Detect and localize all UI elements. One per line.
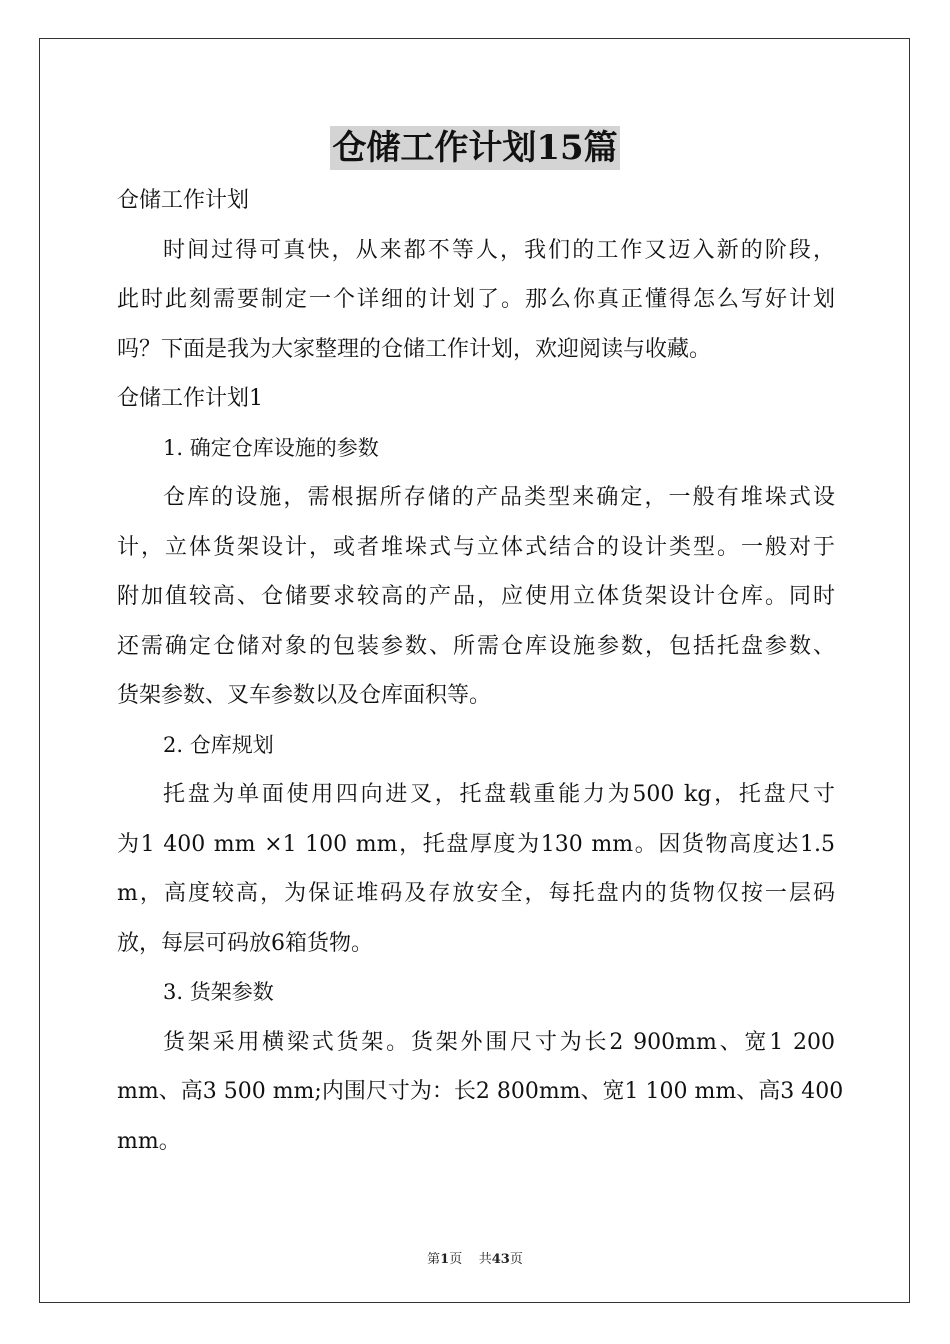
paragraph-line: 还需确定仓储对象的包装参数、所需仓库设施参数，包括托盘参数、 [117, 633, 835, 659]
section-heading: 仓储工作计划 [117, 188, 250, 213]
paragraph-line: mm。 [117, 1128, 181, 1154]
page-prefix: 第 [427, 1252, 441, 1267]
paragraph-line: 货架采用横梁式货架。货架外围尺寸为长2 900mm、宽1 200 [163, 1029, 835, 1055]
page-suffix: 页 [449, 1252, 463, 1267]
paragraph-line: 仓库的设施，需根据所存储的产品类型来确定，一般有堆垛式设 [163, 485, 835, 510]
paragraph-line: 托盘为单面使用四向进叉，托盘载重能力为500 kg，托盘尺寸 [163, 782, 835, 807]
document-body [117, 176, 844, 1166]
total-suffix: 页 [509, 1252, 523, 1267]
total-pages: 43 [491, 1252, 510, 1267]
paragraph-line: 为1 400 mm ×1 100 mm，托盘厚度为130 mm。因货物高度达1.5 [117, 831, 835, 857]
total-prefix: 共 [478, 1252, 492, 1267]
subsection-heading: 1. 确定仓库设施的参数 [163, 435, 379, 460]
subsection-heading: 3. 货架参数 [163, 980, 274, 1004]
paragraph-line: 时间过得可真快，从来都不等人，我们的工作又迈入新的阶段， [163, 237, 835, 263]
paragraph-line: 货架参数、叉车参数以及仓库面积等。 [117, 683, 492, 708]
document-title: 仓储工作计划15篇 [332, 128, 618, 168]
paragraph-line: 吗？下面是我为大家整理的仓储工作计划，欢迎阅读与收藏。 [117, 336, 712, 362]
page-footer [0, 1248, 950, 1267]
subsection-heading: 2. 仓库规划 [163, 732, 274, 757]
section-heading: 仓储工作计划1 [117, 386, 263, 411]
paragraph-line: 计，立体货架设计，或者堆垛式与立体式结合的设计类型。一般对于 [117, 534, 835, 560]
paragraph-line: m，高度较高，为保证堆码及存放安全，每托盘内的货物仅按一层码 [117, 881, 835, 906]
paragraph-line: 此时此刻需要制定一个详细的计划了。那么你真正懂得怎么写好计划 [117, 287, 835, 312]
paragraph-line: 放，每层可码放6箱货物。 [117, 930, 373, 956]
title-container [0, 126, 950, 170]
page-number: 1 [440, 1252, 450, 1267]
paragraph-line: mm、高3 500 mm;内围尺寸为：长2 800mm、宽1 100 mm、高3 400 [117, 1079, 844, 1104]
paragraph-line: 附加值较高、仓储要求较高的产品，应使用立体货架设计仓库。同时 [117, 584, 835, 609]
